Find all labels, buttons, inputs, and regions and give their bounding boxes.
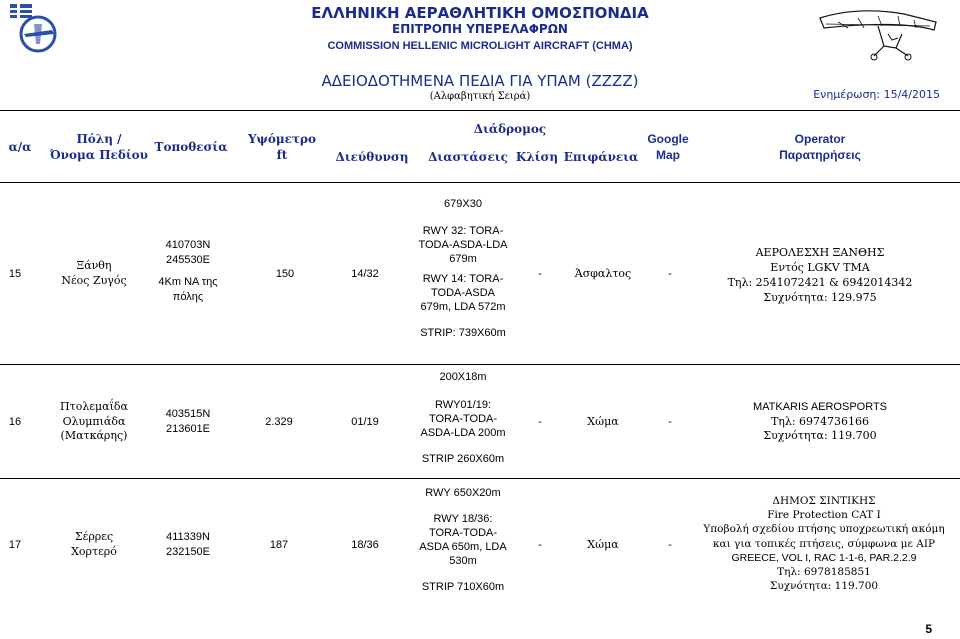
page-number: 5 — [925, 622, 932, 636]
dimensions-line: 679m — [449, 253, 477, 265]
field-alias: (Ματκάρης) — [60, 429, 128, 443]
col-header-google-map-line2: Map — [656, 148, 680, 162]
runway-slope: - — [538, 538, 542, 551]
col-header-altitude — [244, 112, 320, 182]
location-info — [140, 238, 236, 304]
google-map-link[interactable]: - — [668, 538, 672, 551]
operator-remarks — [700, 246, 940, 305]
city-name: Ξάνθη — [76, 259, 112, 273]
dimensions-line: RWY01/19: — [434, 399, 492, 411]
location-info — [140, 480, 236, 610]
field-name: Νέος Ζυγός — [61, 274, 127, 287]
dimensions-line: 530m — [449, 555, 477, 567]
altitude-value: 150 — [275, 267, 295, 280]
dimensions-line: STRIP: 739X60m — [420, 327, 506, 339]
airfield-name — [44, 366, 144, 478]
dimensions-line: 679m, LDA 572m — [420, 301, 506, 313]
table-top-border — [0, 110, 960, 111]
dimensions-line: STRIP 260X60m — [421, 453, 505, 465]
dimensions-line: RWY 650X20m — [425, 487, 501, 499]
col-header-city — [44, 112, 154, 182]
airfield-name — [44, 480, 144, 610]
runway-direction: 14/32 — [351, 267, 379, 280]
update-date: Ενημέρωση: 15/4/2015 — [813, 88, 940, 101]
remarks-line: Συχνότητα: 119.700 — [769, 580, 879, 593]
row-number: 16 — [8, 415, 22, 428]
row-number: 15 — [8, 267, 22, 280]
remarks-line: Τηλ: 2541072421 & 6942014342 — [727, 275, 913, 289]
remarks-line: MATKARIS AEROSPORTS — [752, 400, 888, 413]
google-map-link[interactable]: - — [668, 415, 672, 428]
runway-direction: 01/19 — [351, 415, 379, 428]
dimensions-line: TODA-ASDA — [431, 287, 495, 299]
field-name: Ολυμπιάδα — [62, 414, 126, 428]
latitude: 403515N — [165, 408, 211, 421]
remarks-line: Συχνότητα: 119.700 — [763, 429, 877, 443]
remarks-line: και για τοπικές πτήσεις, σύμφωνα με AIP — [712, 537, 936, 550]
airfield-name — [44, 184, 144, 364]
col-header-slope: Κλίση — [515, 149, 559, 164]
remarks-line: Τηλ: 6978185851 — [777, 565, 871, 578]
col-header-operator-line2: Παρατηρήσεις — [779, 148, 861, 162]
operator-remarks — [692, 494, 956, 593]
col-header-altitude-line2: ft — [276, 148, 288, 162]
col-header-surface: Επιφάνεια — [563, 149, 639, 164]
remarks-line: ΑΕΡΟΛΕΣΧΗ ΞΑΝΘΗΣ — [755, 246, 885, 259]
city-name: Σέρρες — [74, 530, 114, 544]
col-header-operator-line1: Operator — [794, 131, 846, 146]
dimensions-line: TODA-ASDA-LDA — [418, 239, 508, 251]
col-header-operator — [740, 112, 900, 182]
remarks-line: ΔΗΜΟΣ ΣΙΝΤΙΚΗΣ — [772, 495, 876, 507]
col-header-google-map — [640, 112, 696, 182]
latitude: 411339N — [166, 531, 210, 544]
dimensions-line: 679X30 — [444, 198, 482, 210]
runway-surface: Άσφαλτος — [574, 266, 632, 280]
col-header-runway: Διάδρομος — [473, 121, 547, 136]
header-bottom-border — [0, 182, 960, 183]
location-info — [140, 366, 236, 478]
col-header-google-map-line1: Google — [647, 131, 689, 146]
runway-dimensions — [398, 486, 528, 594]
dimensions-line: RWY 14: TORA- — [422, 273, 504, 285]
runway-direction: 18/36 — [351, 538, 379, 551]
location-note: 4Km ΝΑ της — [158, 275, 218, 288]
commission-title: COMMISSION HELLENIC MICROLIGHT AIRCRAFT (CHMA) — [327, 40, 633, 52]
remarks-line: Συχνότητα: 129.975 — [763, 290, 877, 304]
runway-surface: Χώμα — [587, 414, 619, 428]
dimensions-line: ASDA 650m, LDA — [419, 541, 507, 553]
dimensions-line: ASDA-LDA 200m — [420, 427, 506, 439]
dimensions-line: STRIP 710X60m — [421, 581, 505, 593]
altitude-value: 187 — [269, 538, 289, 551]
dimensions-line: 200X18m — [439, 371, 487, 383]
col-header-city-line2: Όνομα Πεδίου — [50, 148, 148, 162]
longitude: 232150E — [165, 546, 211, 558]
dimensions-line: TORA-TODA- — [428, 527, 498, 539]
document-subtitle: (Αλφαβητική Σειρά) — [429, 91, 531, 102]
longitude: 213601E — [165, 423, 211, 435]
remarks-line: Τηλ: 6974736166 — [770, 414, 870, 428]
altitude-value: 2.329 — [265, 415, 293, 428]
field-name: Χορτερό — [71, 545, 117, 558]
runway-slope: - — [538, 267, 542, 280]
col-header-direction: Διεύθυνση — [335, 149, 409, 164]
google-map-link[interactable]: - — [668, 267, 672, 280]
dimensions-line: RWY 32: TORA- — [422, 225, 504, 237]
runway-dimensions — [398, 197, 528, 340]
row-number: 17 — [8, 538, 22, 551]
committee-title: ΕΠΙΤΡΟΠΗ ΥΠΕΡΕΛΑΦΡΩΝ — [392, 22, 568, 36]
remarks-line: Εντός LGKV TMA — [770, 260, 870, 274]
runway-dimensions — [398, 370, 528, 466]
col-header-city-line1: Πόλη / — [76, 131, 122, 146]
row-separator — [0, 364, 960, 365]
dimensions-line: TORA-TODA- — [428, 413, 498, 425]
remarks-line: Υποβολή σχεδίου πτήσης υποχρεωτική ακόμη — [703, 523, 945, 536]
operator-remarks — [700, 366, 940, 478]
runway-surface: Χώμα — [587, 537, 619, 551]
federation-title: ΕΛΛΗΝΙΚΗ ΑΕΡΑΘΛΗΤΙΚΗ ΟΜΟΣΠΟΝΔΙΑ — [311, 4, 649, 22]
document-title: ΑΔΕΙΟΔΟΤΗΜΕΝΑ ΠΕΔΙΑ ΓΙΑ ΥΠΑΜ (ZZZZ) — [321, 72, 639, 90]
col-header-aa: α/α — [8, 139, 32, 154]
col-header-dimensions: Διαστάσεις — [428, 149, 508, 164]
remarks-line: GREECE, VOL I, RAC 1-1-6, PAR.2.2.9 — [731, 551, 917, 564]
col-header-location: Τοποθεσία — [154, 139, 228, 154]
runway-slope: - — [538, 415, 542, 428]
location-note: πόλης — [172, 290, 204, 303]
dimensions-line: RWY 18/36: — [433, 513, 493, 525]
city-name: Πτολεμαΐδα — [60, 399, 128, 413]
latitude: 410703N — [165, 239, 211, 251]
longitude: 245530E — [165, 253, 211, 266]
row-separator — [0, 478, 960, 479]
remarks-line: Fire Protection CAT I — [767, 509, 881, 522]
col-header-altitude-line1: Υψόμετρο — [247, 131, 316, 146]
